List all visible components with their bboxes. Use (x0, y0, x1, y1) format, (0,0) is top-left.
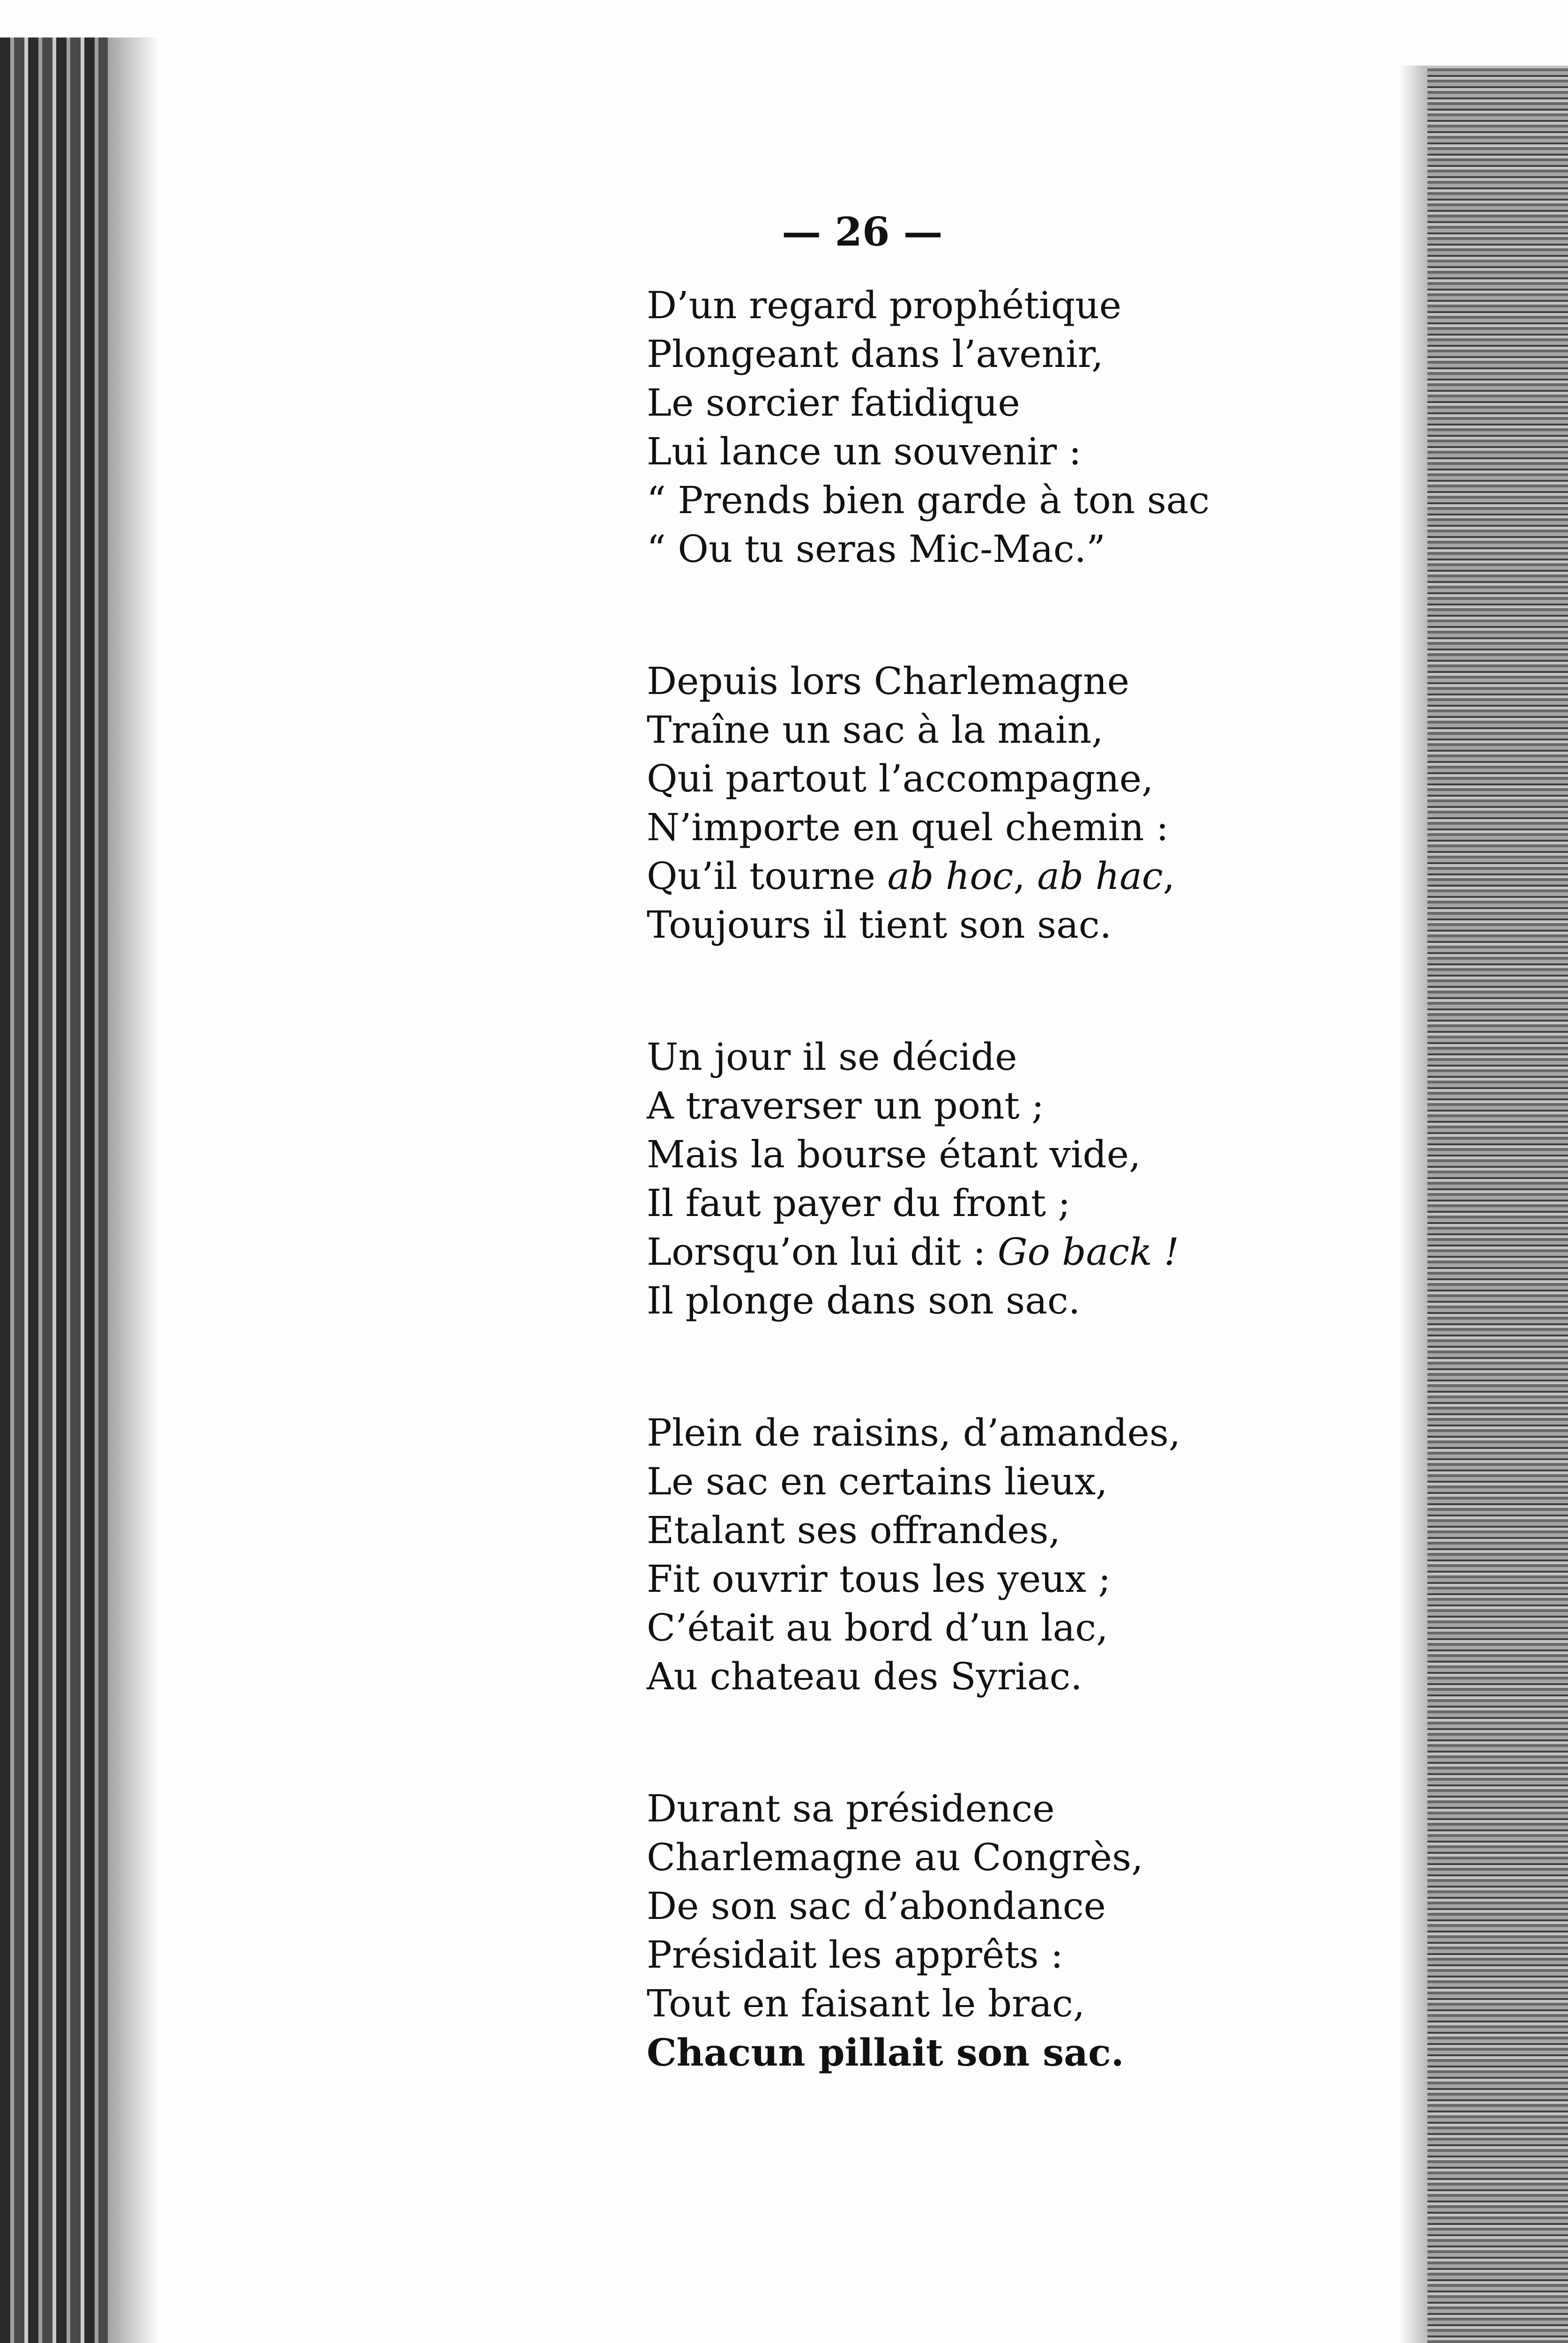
italic-phrase: ab hoc (887, 854, 1014, 898)
poem-line: Présidait les apprêts : (647, 1933, 1063, 1977)
punctuation: , (1163, 854, 1175, 898)
poem-line: “ Ou tu seras Mic-Mac.” (647, 527, 1105, 571)
poem-line: Charlemagne au Congrès, (647, 1836, 1143, 1879)
stanza-1 (647, 281, 1256, 574)
poem-line: Etalant ses offrandes, (647, 1508, 1061, 1552)
scan-edge-right-shadow (1399, 66, 1427, 2343)
poem-line: Fit ouvrir tous les yeux ; (647, 1557, 1111, 1601)
page-number: — 26 — (782, 209, 943, 255)
poem-line: Mais la bourse étant vide, (647, 1133, 1141, 1176)
poem-line: Tout en faisant le brac, (647, 1982, 1085, 2025)
poem-line: Lui lance un souvenir : (647, 430, 1082, 473)
poem-line: Il plonge dans son sac. (647, 1279, 1081, 1322)
scan-edge-right (1427, 66, 1568, 2343)
punctuation: , (1013, 854, 1038, 898)
poem-line: Plongeant dans l’avenir, (647, 332, 1104, 376)
poem-line: A traverser un pont ; (647, 1084, 1045, 1127)
poem-line: Au chateau des Syriac. (647, 1655, 1083, 1698)
poem-line: Toujours il tient son sac. (647, 903, 1112, 947)
poem-line: N’importe en quel chemin : (647, 806, 1169, 849)
scan-edge-left (0, 37, 108, 2343)
poem-line-mixed (647, 852, 1256, 901)
poem-line: D’un regard prophétique (647, 284, 1121, 327)
italic-phrase: Go back ! (997, 1230, 1180, 1274)
poem (647, 281, 1256, 2160)
poem-line: “ Prends bien garde à ton sac (647, 478, 1210, 522)
poem-line-final: Chacun pillait son sac. (647, 2030, 1124, 2074)
poem-line-text: Qu’il tourne (647, 854, 888, 898)
poem-line: Le sac en certains lieux, (647, 1460, 1108, 1503)
poem-line: Depuis lors Charlemagne (647, 659, 1129, 703)
poem-line: C’était au bord d’un lac, (647, 1606, 1108, 1649)
italic-phrase: ab hac (1037, 854, 1163, 898)
stanza-2 (647, 657, 1256, 949)
poem-line: De son sac d’abondance (647, 1884, 1106, 1928)
stanza-5 (647, 1784, 1256, 2077)
poem-line: Le sorcier fatidique (647, 381, 1020, 425)
poem-line: Plein de raisins, d’amandes, (647, 1411, 1181, 1455)
poem-line: Il faut payer du front ; (647, 1181, 1071, 1225)
poem-line: Un jour il se décide (647, 1035, 1017, 1079)
poem-line: Durant sa présidence (647, 1787, 1055, 1830)
poem-line: Traîne un sac à la main, (647, 708, 1104, 752)
stanza-3 (647, 1033, 1256, 1325)
stanza-4 (647, 1409, 1256, 1701)
poem-line-text: Lorsqu’on lui dit : (647, 1230, 998, 1274)
poem-line-mixed (647, 1228, 1256, 1276)
poem-line: Qui partout l’accompagne, (647, 757, 1154, 800)
scan-edge-left-shadow (108, 37, 159, 2343)
